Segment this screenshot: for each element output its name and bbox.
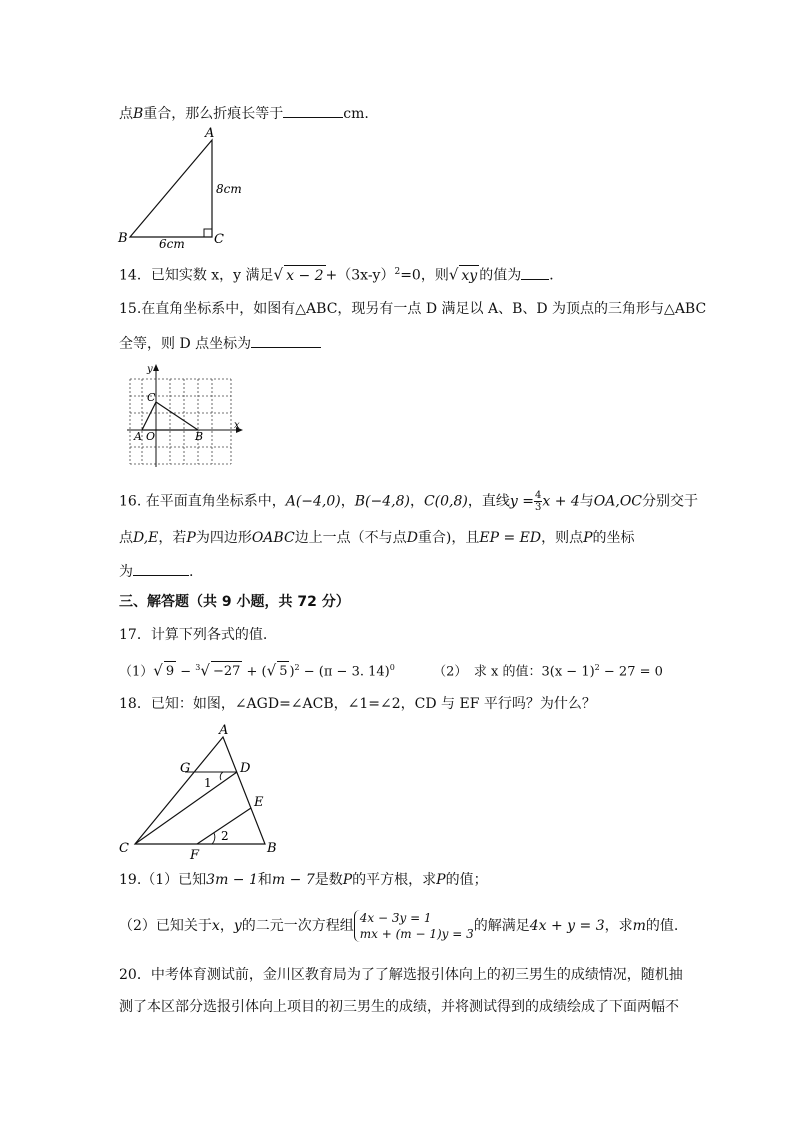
q13-label-bc: 6cm [159,237,185,250]
q19-p2-x: x [211,918,220,934]
q19-p1-p: P [342,872,353,888]
q17-p1-sup: 2 [294,663,300,672]
q17-p2-sup: 2 [594,663,600,672]
q18-label-e: E [254,795,264,810]
q13-point-b: B [133,106,144,122]
q16-p4: 分别交于 [642,493,699,510]
q13-answer-blank[interactable] [283,103,343,118]
q19-eq2: mx + (m − 1)y = 3 [359,927,474,941]
q17-p2-label: （2） 求 x 的值： [433,664,542,680]
section3-heading: 三、解答题（共 9 小题，共 72 分） [119,594,350,610]
q16-point-c: C(0,8) [423,493,468,510]
q19-p1-i: 的值； [445,872,488,888]
q17-p2-tail: − 27 = 0 [599,664,663,680]
q15-label-c: C [147,391,156,404]
q14-sup: 2 [394,267,401,277]
q13-triangle-figure [115,125,245,250]
q17-p1-sqrt5: 5 [277,661,289,682]
q17-title: 17．计算下列各式的值. [119,627,268,643]
q15-label-a: A [134,430,142,443]
q15-label-o: O [146,430,156,443]
q18-text: 18．已知：如图，∠AGD=∠ACB，∠1=∠2，CD 与 EF 平行吗？为什么？ [119,696,596,712]
q16-l2b: ，若 [158,530,187,546]
q17-parts: （1）√ 9 − $^3$√ −27 + (√ 5 )$^2$ − (π − 3. 14)$^0$ （2） 求 x 的值：$3(x - 1)^2 - 27 = 0$ [119,658,663,682]
q13-text-pre: 点 [119,106,133,122]
q16-l3: 为 [119,564,133,580]
q13-label-c: C [214,232,224,247]
q14-answer-blank[interactable] [521,265,549,280]
q16-point-p: P [186,530,196,546]
q18-label-f: F [190,848,200,862]
q16-l2a: 点 [119,530,133,546]
q14-num: 14．已知实数 x，y 满足 [119,267,274,284]
q16-sep2: ， [409,493,424,510]
q16-line1 [119,490,698,513]
q16-point-b: B(−4,8) [354,493,410,510]
q17-p1-cbrt-index: 3 [195,663,201,672]
q16-point-a: A(−4,0) [285,493,341,510]
q13-unit: cm. [343,106,369,122]
q17-p1-cbrt: −27 [211,661,242,682]
q14-end: 的值为 [479,267,522,284]
q19-p1-expr1: 3m − 1 [206,872,258,888]
q16-l2f: ，则点 [541,530,584,546]
q19-p2-m: m [632,918,646,934]
q16-l2c: 为四边形 [195,530,252,546]
q19-p1-g: 的平方根，求 [352,872,437,888]
q15-label-x: x [234,420,240,431]
q19-p2-f: 的值. [645,918,679,934]
q15-answer-blank[interactable] [251,333,321,348]
q14-mid: +（3x-y） [325,267,395,284]
q19-p2-e: ，求 [604,918,633,934]
q19-p1-and: 和 [257,872,272,888]
q13-label-ac: 8cm [216,182,242,196]
q18-label-a: A [219,723,229,738]
q13-text [119,103,369,124]
q19-p2-y: y [233,918,242,934]
q19-p1-e: 是数 [314,872,343,888]
q19-p2-a: （2）已知关于 [119,918,212,934]
q20-line1: 20．中考体育测试前，金川区教育局为了了解选报引体向上的初三男生的成绩情况，随机抽 [119,967,683,983]
q16-line3 [119,561,193,582]
q16-answer-blank[interactable] [133,561,189,576]
q16-point-d: D [406,530,418,546]
q15-label-y: y [147,364,153,375]
q17-p1-pi: − (π − 3. 14) [299,664,390,680]
q19-p2-c: 的二元一次方程组 [241,918,354,934]
q19-p1-p2: P [436,872,446,888]
q17-p1-label: （1） [119,664,154,680]
q19-part1 [119,870,488,890]
q19-p2-cond: 4x + y = 3 [529,918,605,934]
q17-p1-sqrt9: 9 [164,661,176,682]
q16-l2e: 重合)，且 [417,530,480,546]
q16-oabc: OABC [251,530,295,546]
q20-line2: 测了本区部分选报引体向上项目的初三男生的成绩，并将测试得到的成绩绘成了下面两幅不 [119,999,679,1015]
q18-label-c: C [119,841,129,856]
q16-frac-num: 4 [534,490,542,501]
q19-equation-system [354,910,474,942]
q13-label-b: B [118,231,128,246]
q19-part2 [119,910,678,942]
q17-p1-sup0: 0 [389,663,395,672]
q15-line1: 15.在直角坐标系中，如图有△ABC，现另有一点 D 满足以 A、B、D 为顶点的三角形与△ABC [119,301,707,317]
q16-p3: 与 [579,493,594,510]
q16-frac-den: 3 [534,502,542,513]
q17-p2-expr: 3(x − 1) [541,664,595,680]
q16-de: D,E [133,530,159,546]
q17-p1-minus: − [176,664,196,680]
q13-label-a: A [205,126,215,141]
q19-p1-expr2: m − 7 [271,872,315,888]
q19-eq1: 4x − 3y = 1 [359,911,432,925]
q13-text-mid: 重合，那么折痕长等于 [143,106,284,122]
q18-label-b: B [267,841,277,856]
q14-period: ． [549,267,564,284]
q16-line-rhs: x + 4 [542,493,580,510]
q16-l2d: 边上一点（不与点 [294,530,407,546]
q14-text: 14．已知实数 x，y 满足√ $x - 2 +(3x-y)^2=0$，则√ xy 的值为 ． [119,265,564,284]
q17-p1-paren: ) [289,664,295,680]
q16-oa-oc: OA,OC [593,493,643,510]
q18-label-g: G [180,761,191,776]
q16-ep-ed: EP = ED [479,530,542,546]
q19-p2-d: 的解满足 [473,918,530,934]
q18-label-angle2: 2 [221,829,229,843]
q19-p1-a: 19.（1）已知 [119,872,207,888]
q19-p2-comma: ， [219,918,234,934]
q16-l3-end: . [189,564,194,580]
q14-radicand1: x − 2 [284,265,325,286]
q14-radicand2: xy [459,265,479,286]
q16-p1: 16. 在平面直角坐标系中， [119,493,286,510]
q15-grid-figure [125,362,247,472]
q15-line2-text: 全等，则 D 点坐标为 [119,336,252,352]
q15-label-b: B [195,430,204,443]
q16-p2: ，直线 [467,493,510,510]
q16-sep1: ， [340,493,355,510]
q18-label-angle1: 1 [204,776,212,790]
q15-line2 [119,333,321,354]
q16-line2 [119,528,635,548]
q17-p1-plus: + ( [242,664,267,680]
q14-mid2: =0，则 [400,267,449,284]
q18-figure [115,722,285,862]
q18-label-d: D [240,761,251,776]
q16-line-lhs: y = [509,493,534,510]
q16-l2g: 的坐标 [592,530,635,546]
q16-point-p2: P [583,530,593,546]
